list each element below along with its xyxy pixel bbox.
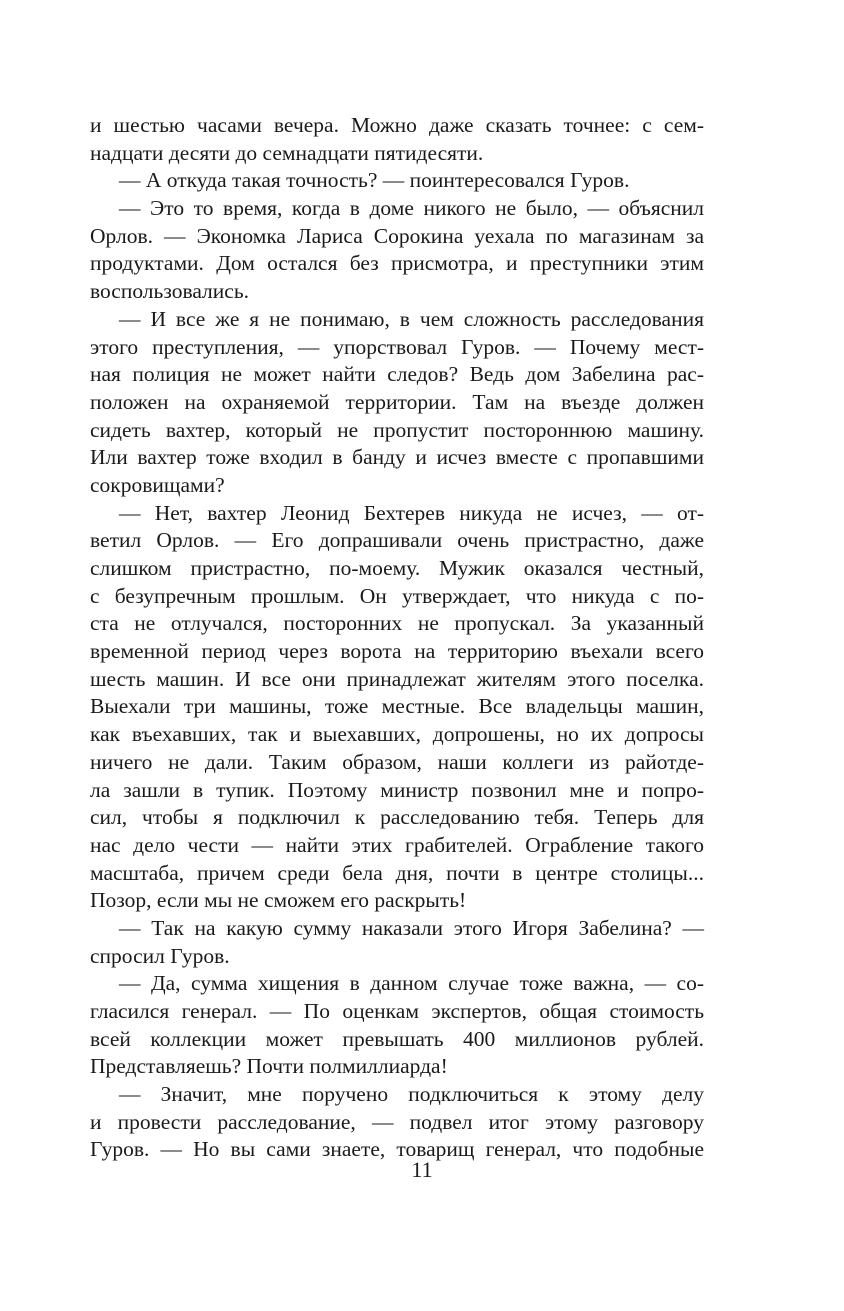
text-line: гласился генерал. — По оценкам экспертов, общая стоимость: [90, 999, 704, 1023]
text-line: — Значит, мне поручено подключиться к этому делу: [119, 1082, 704, 1107]
text-line: шесть машин. И все они принадлежат жителям этого поселка.: [90, 666, 704, 691]
text-line: — Так на какую сумму наказали этого Игоря Забелина? —: [119, 915, 704, 940]
text-line: ста не отлучался, посторонних не пропускал. За указанный: [90, 611, 704, 636]
page-number: 11: [411, 1157, 433, 1182]
text-line: и провести расследование, — подвел итог этому разговору: [90, 1109, 704, 1134]
text-line: всей коллекции может превышать 400 миллионов рублей.: [90, 1026, 704, 1051]
text-line: сил, чтобы я подключил к расследованию тебя. Теперь для: [90, 805, 704, 830]
text-line: сокровищами?: [90, 472, 225, 497]
text-line: временной период через ворота на территорию въехали всего: [90, 639, 704, 664]
text-line: Представляешь? Почти полмиллиарда!: [90, 1054, 448, 1079]
text-line: Орлов. — Экономка Лариса Сорокина уехала по магазинам за: [90, 223, 704, 248]
text-line: ла зашли в тупик. Поэтому министр позвонил мне и попро-: [90, 777, 704, 802]
text-line: продуктами. Дом остался без присмотра, и преступники этим: [90, 251, 704, 276]
text-line: спросил Гуров.: [90, 943, 230, 968]
text-line: ничего не дали. Таким образом, наши коллеги из райотде-: [90, 749, 704, 774]
text-line: ветил Орлов. — Его допрашивали очень пристрастно, даже: [90, 528, 704, 553]
text-line: этого преступления, — упорствовал Гуров. — Почему мест-: [90, 334, 704, 359]
text-line: воспользовались.: [90, 279, 250, 304]
text-line: слишком пристрастно, по-моему. Мужик оказался честный,: [90, 556, 704, 580]
text-line: Позор, если мы не сможем его раскрыть!: [90, 888, 467, 913]
text-line: — Да, сумма хищения в данном случае тоже важна, — со-: [119, 971, 704, 996]
text-line: положен на охраняемой территории. Там на въезде должен: [90, 389, 704, 414]
text-line: сидеть вахтер, который не пропустит постороннюю машину.: [90, 417, 704, 442]
text-line: — Нет, вахтер Леонид Бехтерев никуда не исчез, — от-: [119, 500, 704, 525]
text-line: ная полиция не может найти следов? Ведь дом Забелина рас-: [90, 362, 704, 387]
text-line: — И все же я не понимаю, в чем сложность расследования: [119, 306, 704, 331]
text-line: нас дело чести — найти этих грабителей. Ограбление такого: [90, 832, 704, 857]
body-text: [90, 112, 704, 1164]
text-line: — А откуда такая точность? — поинтересовался Гуров.: [119, 168, 630, 193]
text-line: — Это то время, когда в доме никого не было, — объяснил: [119, 196, 704, 221]
text-line: с безупречным прошлым. Он утверждает, что никуда с по-: [90, 583, 704, 608]
text-line: и шестью часами вечера. Можно даже сказать точнее: с сем-: [90, 113, 704, 137]
text-line: Или вахтер тоже входил в банду и исчез вместе с пропавшими: [90, 445, 704, 470]
text-line: Выехали три машины, тоже местные. Все владельцы машин,: [90, 694, 704, 719]
text-line: надцати десяти до семнадцати пятидесяти.: [90, 140, 484, 165]
text-line: масштаба, причем среди бела дня, почти в центре столицы...: [90, 860, 704, 885]
text-line: Гуров. — Но вы сами знаете, товарищ генерал, что подобные: [90, 1137, 704, 1162]
text-line: как въехавших, так и выехавших, допрошены, но их допросы: [90, 722, 704, 747]
